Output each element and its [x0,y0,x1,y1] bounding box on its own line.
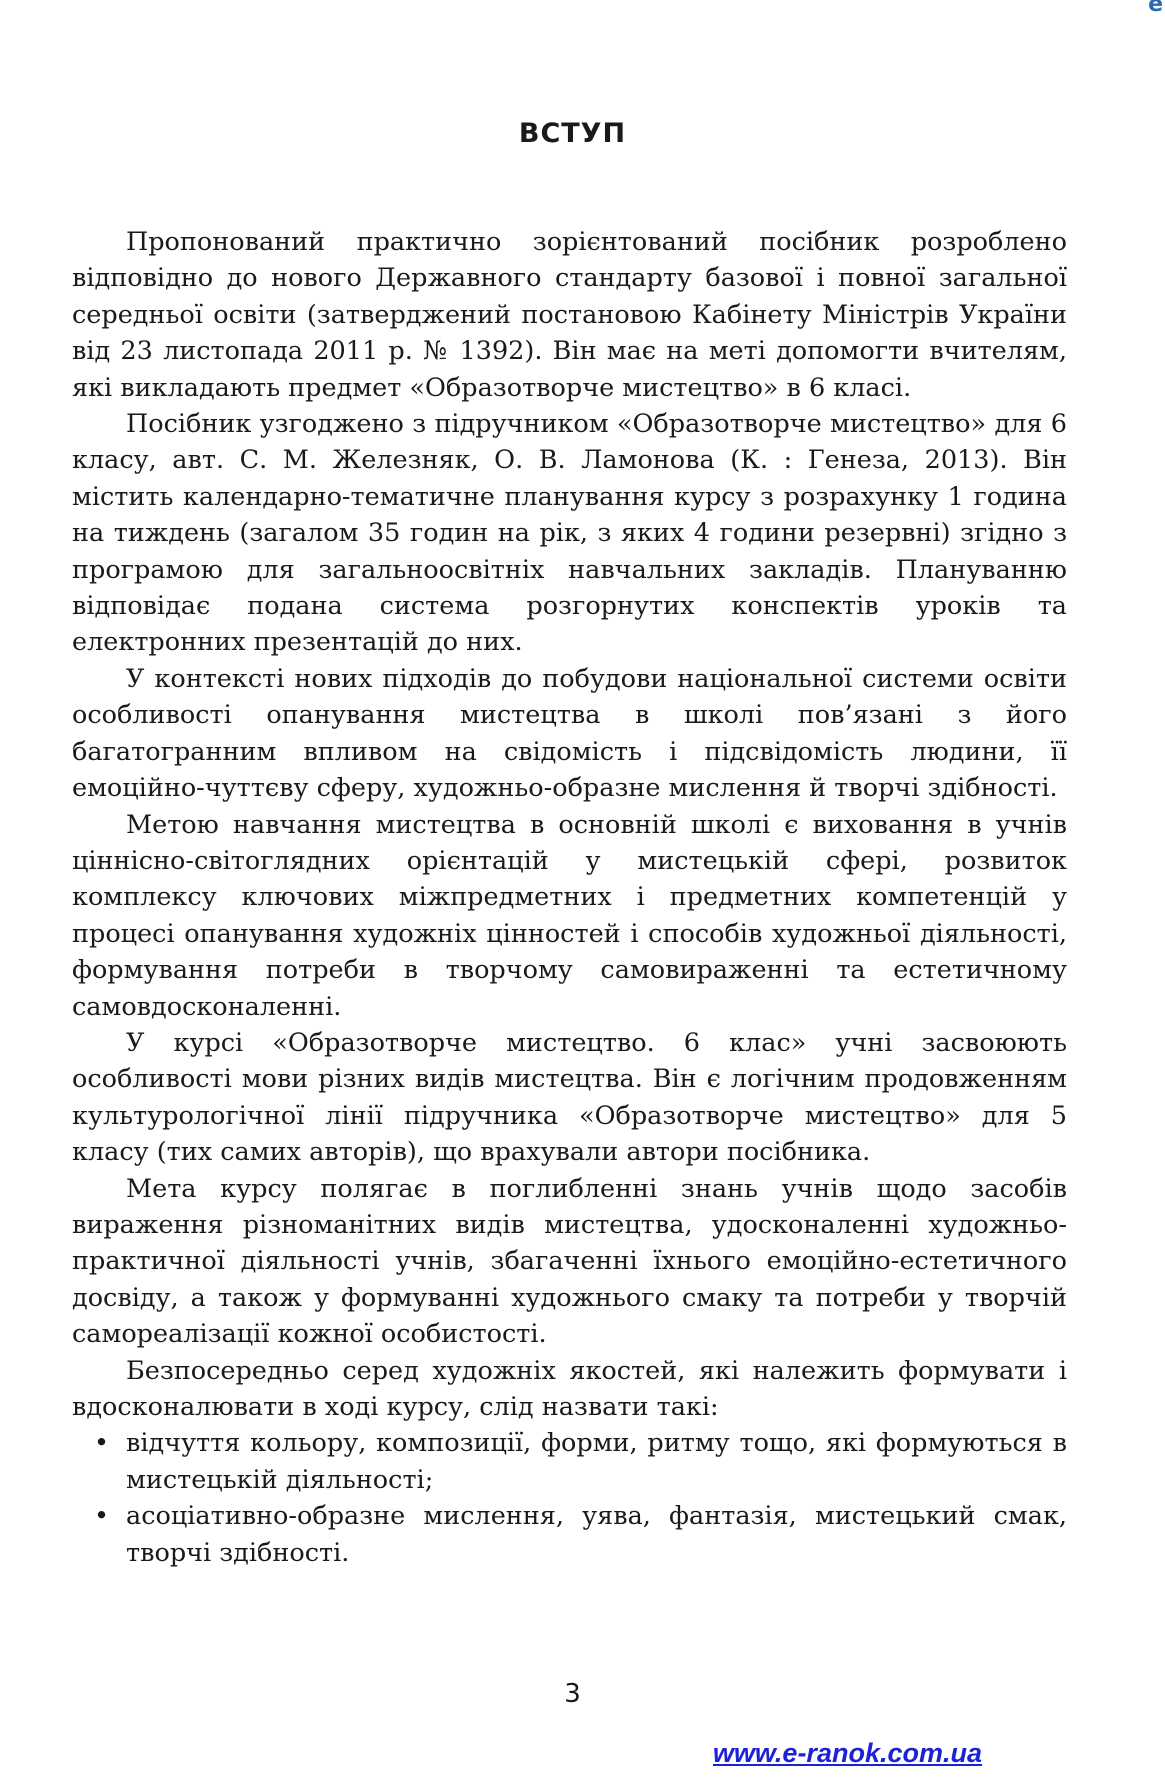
bullet-marker: • [94,1501,110,1532]
bullet-text: асоціативно-образне мислення, уява, фантазія, мистецький смак, творчі здібності. [126,1501,1067,1568]
bullet-marker: • [94,1428,110,1459]
paragraph: У курсі «Образотворче мистецтво. 6 клас» учні засвоюють особливості мови різних видів мистецтва. Він є логічним продовженням культурологічної лінії підручника «Образотворче мистецтво» для 5 класу (тих самих авторів), що врахували автори посібника. [72,1027,1067,1168]
paragraph: Посібник узгоджено з підручником «Образотворче мистецтво» для 6 класу, авт. С. М. Железняк, О. В. Ламонова (К. : Генеза, 2013). Він містить календарно-тематичне планування курсу з розрахунку 1 година на тиждень (загалом 35 годин на рік, з яких 4 години резервні) згідно з програмою для загальноосвітніх навчальних закладів. Плануванню відповідає подана система розгорнутих конспектів уроків та електронних презентацій до них. [72,409,1067,658]
page-title: ВСТУП [518,118,627,149]
bullet-text: відчуття кольору, композиції, форми, ритму тощо, які формуються в мистецькій діяльності; [126,1428,1067,1495]
body-text [72,224,1067,1571]
paragraph: Метою навчання мистецтва в основній школі є виховання в учнів ціннісно-світоглядних орієнтацій у мистецькій сфері, розвиток комплексу ключових міжпредметних і предметних компетенцій у процесі опанування художніх цінностей і способів художньої діяльності, формування потреби в творчому самовираженні та естетичному самовдосконаленні. [72,809,1067,1022]
corner-mark: e [1148,0,1163,17]
paragraph: У контексті нових підходів до побудови національної системи освіти особливості опанування мистецтва в школі пов’язані з його багатогранним впливом на свідомість і підсвідомість людини, її емоційно-чуттєву сферу, художньо-образне мислення й творчі здібності. [72,663,1067,804]
paragraph: Безпосередньо серед художніх якостей, які належить формувати і вдосконалювати в ході курсу, слід назвати такі: [72,1355,1067,1422]
bullet-list [72,1425,1067,1571]
paragraph: Пропонований практично зорієнтований посібник розроблено відповідно до нового Державного стандарту базової і повної загальної середньої освіти (затверджений постановою Кабінету Міністрів України від 23 листопада 2011 р. № 1392). Він має на меті допомогти вчителям, які викладають предмет «Образотворче мистецтво» в 6 класі. [72,227,1067,403]
site-link[interactable]: www.e-ranok.com.ua [712,1738,982,1768]
paragraph: Мета курсу полягає в поглибленні знань учнів щодо засобів вираження різноманітних видів мистецтва, удосконаленні художньо-практичної діяльності учнів, збагаченні їхнього емоційно-естетичного досвіду, а також у формуванні художнього смаку та потреби у творчій самореалізації кожної особистості. [72,1173,1067,1350]
page-number: 3 [564,1679,581,1709]
bullet-item [72,1498,1067,1571]
bullet-item [72,1425,1067,1498]
